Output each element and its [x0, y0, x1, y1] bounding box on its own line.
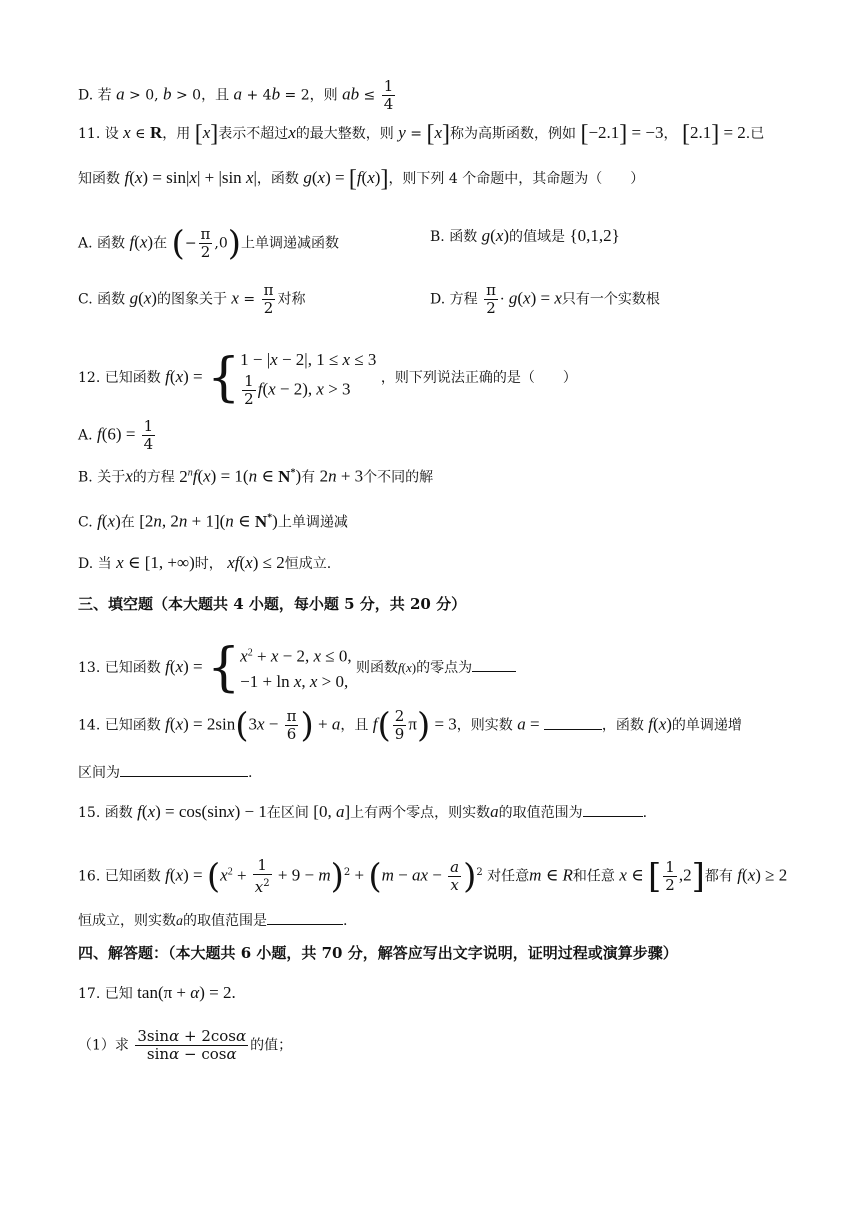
- answer-blank[interactable]: [583, 802, 643, 817]
- fraction: $\frac{1}{4}$: [143, 417, 154, 453]
- fraction: $\frac{\pi}{6}$: [286, 707, 297, 743]
- q14-line2: 区间为 .: [78, 762, 252, 783]
- q12-option-a: A. f(6) = $\frac{1}{4}$: [78, 417, 154, 453]
- fraction: $\frac{1}{4}$: [383, 77, 394, 113]
- q12-stem: 12. 已知函数 f(x) = { 1 − |x − 2|, 1 ≤ x ≤ 3 $\frac{1}{2}$ f(x − 2), x > 3 ，则下列说法正确的是（ ）: [78, 348, 577, 408]
- q12-option-c: C. f(x)在 [2n, 2n + 1](n ∈ N*)上单调递减: [78, 511, 348, 531]
- fraction: $\frac{\pi}{2}$: [486, 281, 496, 317]
- answer-blank[interactable]: [544, 715, 602, 730]
- fraction: $\frac{1}{2}$: [665, 858, 675, 894]
- q11-stem-line1: 11. 设 x ∈ R，用 [x]表示不超过x的最大整数，则 y = [x]称为高斯函数，例如 [−2.1] = −3， [2.1] = 2.已: [78, 121, 765, 148]
- fraction: $\frac{\pi}{2}$: [263, 281, 274, 317]
- fraction: $\frac{2}{9}$: [394, 707, 405, 743]
- q17-stem: 17. 已知 tan(π + α) = 2.: [78, 983, 236, 1002]
- piecewise-cases: 1 − |x − 2|, 1 ≤ x ≤ 3 $\frac{1}{2}$ f(x − 2), x > 3: [240, 350, 377, 408]
- q11-option-a: A. 函数 f(x)在 (− $\frac{\pi}{2}$ ,0)上单调递减函数: [78, 223, 340, 264]
- q13-stem: 13. 已知函数 f(x) = { $x^2 + x - 2$, x ≤ 0, −1 + ln x, x > 0, 则函数f(x)的零点为: [78, 641, 516, 695]
- section-3-heading: 三、填空题（本大题共 4 小题，每小题 5 分，共 20 分）: [78, 595, 467, 613]
- fraction: $\frac{1}{x^2}$: [254, 856, 270, 896]
- q11-option-d: D. 方程 $\frac{\pi}{2}$ · g(x) = x只有一个实数根: [430, 281, 660, 317]
- q12-option-b: B. 关于x的方程 $2^nf(x) = 1(n$ ∈ N*)有 2n + 3个不同的解: [78, 466, 434, 486]
- q17-part1: （1）求 $\frac{3\sin\alpha + 2\cos\alpha}{\sin\alpha - \cos\alpha}$ 的值；: [78, 1027, 293, 1063]
- fraction: $\frac{3\sin\alpha + 2\cos\alpha}{\sin\alpha - \cos\alpha}$: [137, 1027, 247, 1063]
- q11-stem-line2: 知函数 f(x) = sin|x| + |sin x|，函数 g(x) = [f(x)]，则下列 4 个命题中，其命题为（ ）: [78, 166, 645, 193]
- q10-option-d: D. 若 a > 0, b > 0，且 a + 4b = 2，则 ab ≤ $\frac{1}{4}$: [78, 77, 394, 113]
- q11-option-b: B. 函数 g(x)的值域是 {0,1,2}: [430, 226, 620, 245]
- q16-line2: 恒成立，则实数a的取值范围是 .: [78, 910, 347, 932]
- fraction: $\frac{1}{2}$: [244, 372, 254, 408]
- fraction: $\frac{\pi}{2}$: [200, 225, 211, 261]
- q14-stem: 14. 已知函数 f(x) = 2sin(3x − $\frac{\pi}{6}$ ) + a，且 f( $\frac{2}{9}$ π) = 3，则实数 a = ，函数 f(x)的单调递增: [78, 705, 742, 746]
- section-4-heading: 四、解答题：（本大题共 6 小题，共 70 分，解答应写出文字说明，证明过程或演算步骤）: [78, 944, 678, 962]
- fraction: $\frac{a}{x}$: [450, 858, 460, 894]
- q11-option-c: C. 函数 g(x)的图象关于 x = $\frac{\pi}{2}$ 对称: [78, 281, 306, 317]
- piecewise-cases: $x^2 + x - 2$, x ≤ 0, −1 + ln x, x > 0,: [240, 646, 352, 691]
- answer-blank[interactable]: [472, 657, 516, 672]
- q12-option-d: D. 当 x ∈ [1, +∞)时， xf(x) ≤ 2恒成立.: [78, 553, 332, 572]
- q15-stem: 15. 函数 f(x) = cos(sinx) − 1在区间 [0, a]上有两个零点，则实数a的取值范围为 .: [78, 802, 648, 821]
- answer-blank[interactable]: [120, 762, 248, 777]
- answer-blank[interactable]: [267, 910, 343, 925]
- q16-stem: 16. 已知函数 $f(x) = (x^2$ + $\frac{1}{x^2}$ + 9 − m)$^2$ + (m − ax − $\frac{a}{x}$ )$^2$ 对任意m ∈ R和任意 x ∈ [ $\frac{1}{2}$ ,2]都有 f(x) ≥ 2: [78, 856, 788, 897]
